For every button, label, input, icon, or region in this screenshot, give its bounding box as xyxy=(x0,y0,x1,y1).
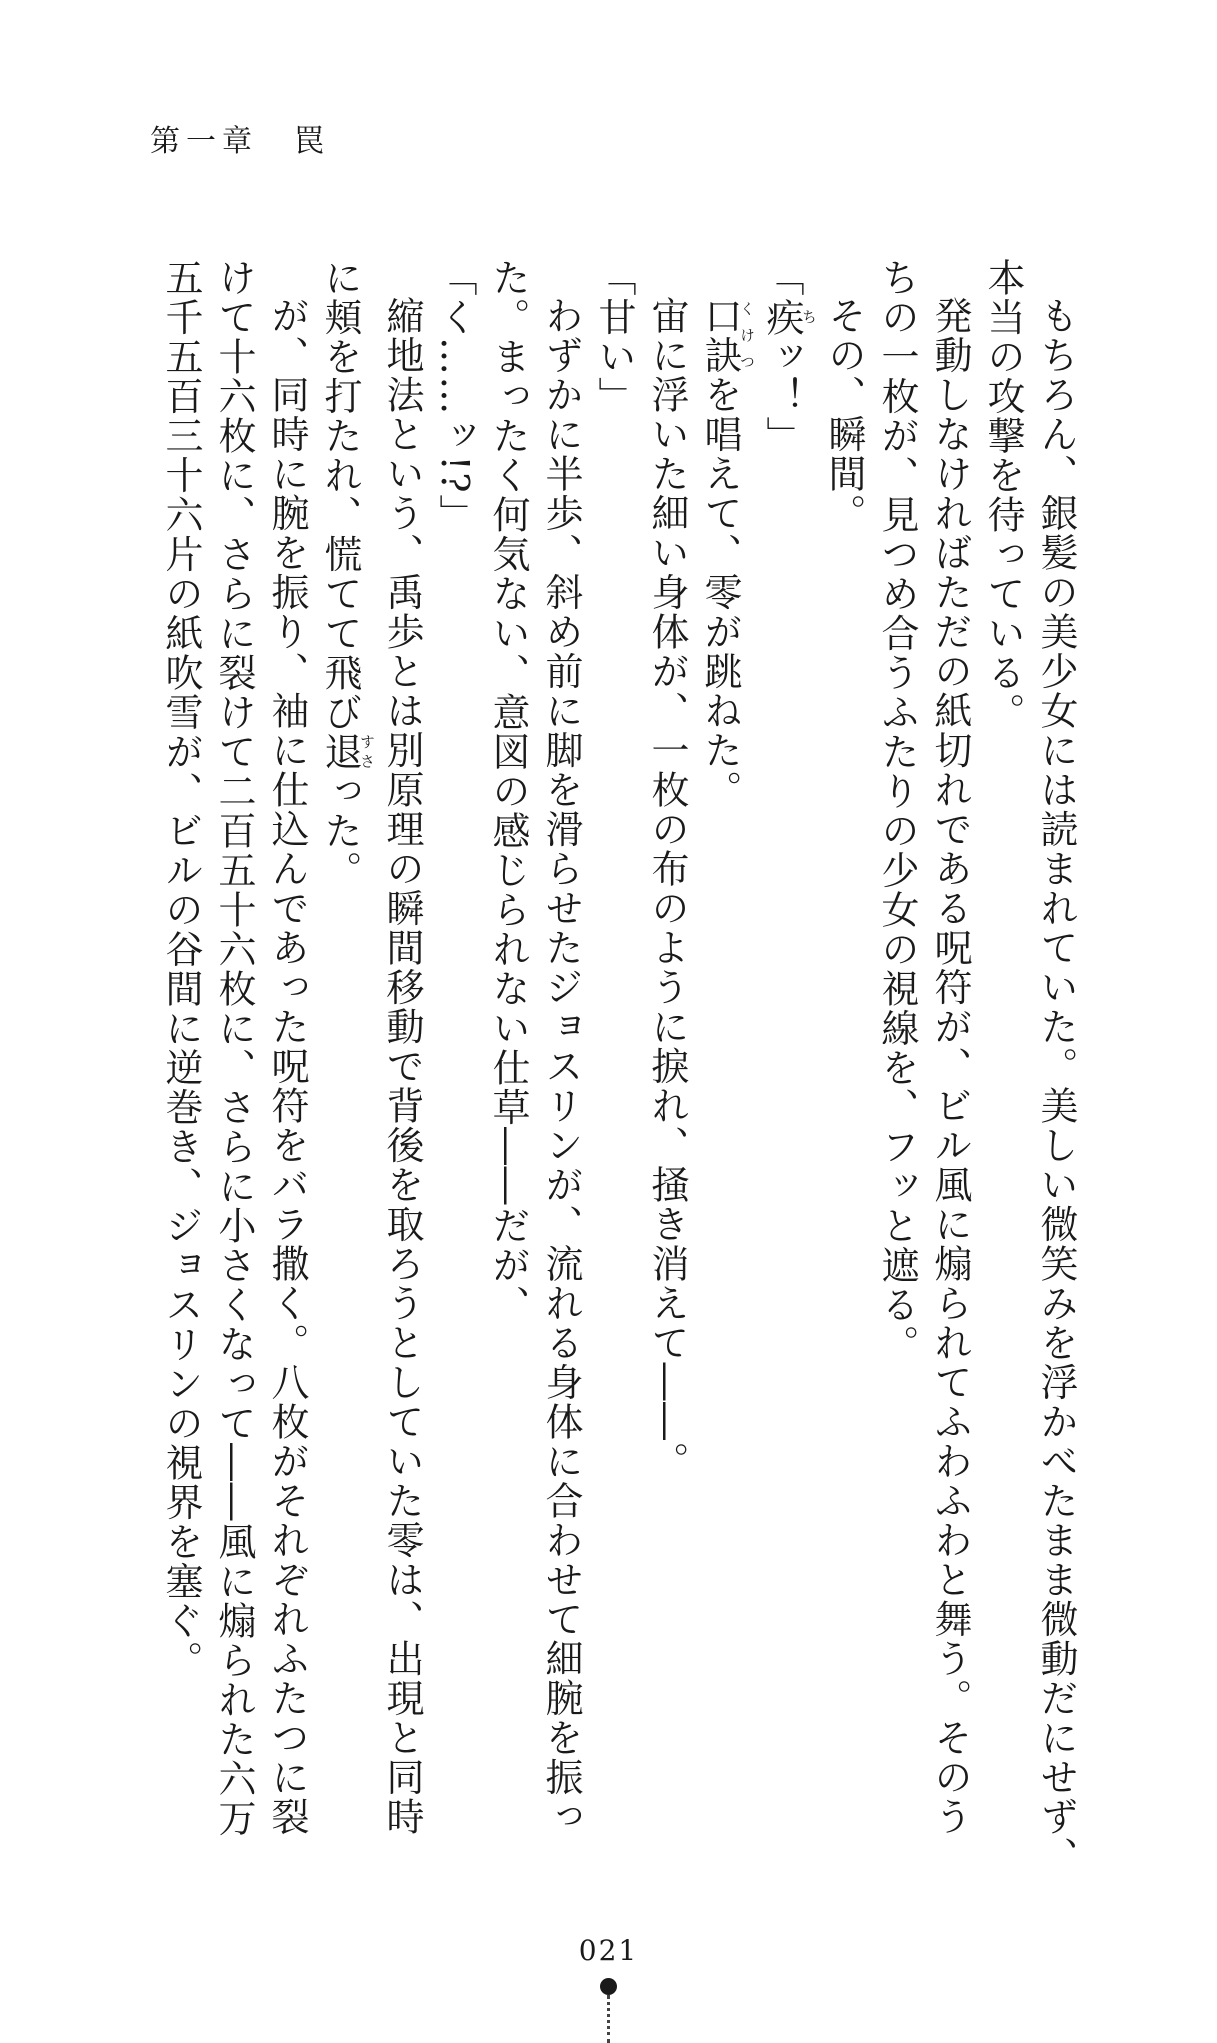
text-line: 「疾ちッ！」 xyxy=(760,258,818,456)
chapter-header: 第一章 罠 xyxy=(150,124,330,159)
dotted-line-ornament xyxy=(607,1995,610,2043)
text-line: 本当の攻撃を待っている。 xyxy=(981,258,1025,732)
text-line: 「甘い」 xyxy=(592,258,636,416)
text-line: もちろん、銀髪の美少女には読まれていた。美しい微笑みを浮かべたまま微動だにせず、 xyxy=(1034,296,1078,1876)
text-line: 「く……ッ!?」 xyxy=(433,258,477,534)
text-line: が、同時に腕を振り、袖に仕込んであった呪符をバラ撒く。八枚がそれぞれふたつに裂 xyxy=(265,296,309,1837)
text-line: ちの一枚が、見つめ合うふたりの少女の視線を、フッと遮る。 xyxy=(875,258,919,1364)
text-line: に頬を打たれ、慌てて飛び退すさった。 xyxy=(318,258,376,890)
text-line: 発動しなければただの紙切れである呪符が、ビル風に煽られてふわふわと舞う。そのう xyxy=(928,296,972,1837)
text-line: 口訣くけつを唱えて、零が跳ねた。 xyxy=(698,296,756,810)
text-line: た。まったく何気ない、意図の感じられない仕草――だが、 xyxy=(486,258,530,1325)
text-line: 縮地法という、禹歩とは別原理の瞬間移動で背後を取ろうとしていた零は、出現と同時 xyxy=(380,296,424,1837)
text-line: 五千五百三十六片の紙吹雪が、ビルの谷間に逆巻き、ジョスリンの視界を塞ぐ。 xyxy=(159,258,203,1680)
furigana: 疾ち xyxy=(760,297,818,337)
body-text xyxy=(154,258,1082,1876)
page-dot-ornament xyxy=(600,1978,617,1995)
page-number: 021 xyxy=(578,1934,639,1967)
text-line: その、瞬間。 xyxy=(822,296,866,533)
text-line: わずかに半歩、斜め前に脚を滑らせたジョスリンが、流れる身体に合わせて細腕を振っ xyxy=(539,296,583,1837)
furigana: 退すさ xyxy=(318,732,376,772)
text-line: 宙に浮いた細い身体が、一枚の布のように捩れ、掻き消えて――。 xyxy=(645,296,689,1481)
furigana: 口訣くけつ xyxy=(698,296,756,375)
text-line: けて十六枚に、さらに裂けて二百五十六枚に、さらに小さくなって――風に煽られた六万 xyxy=(212,258,256,1838)
